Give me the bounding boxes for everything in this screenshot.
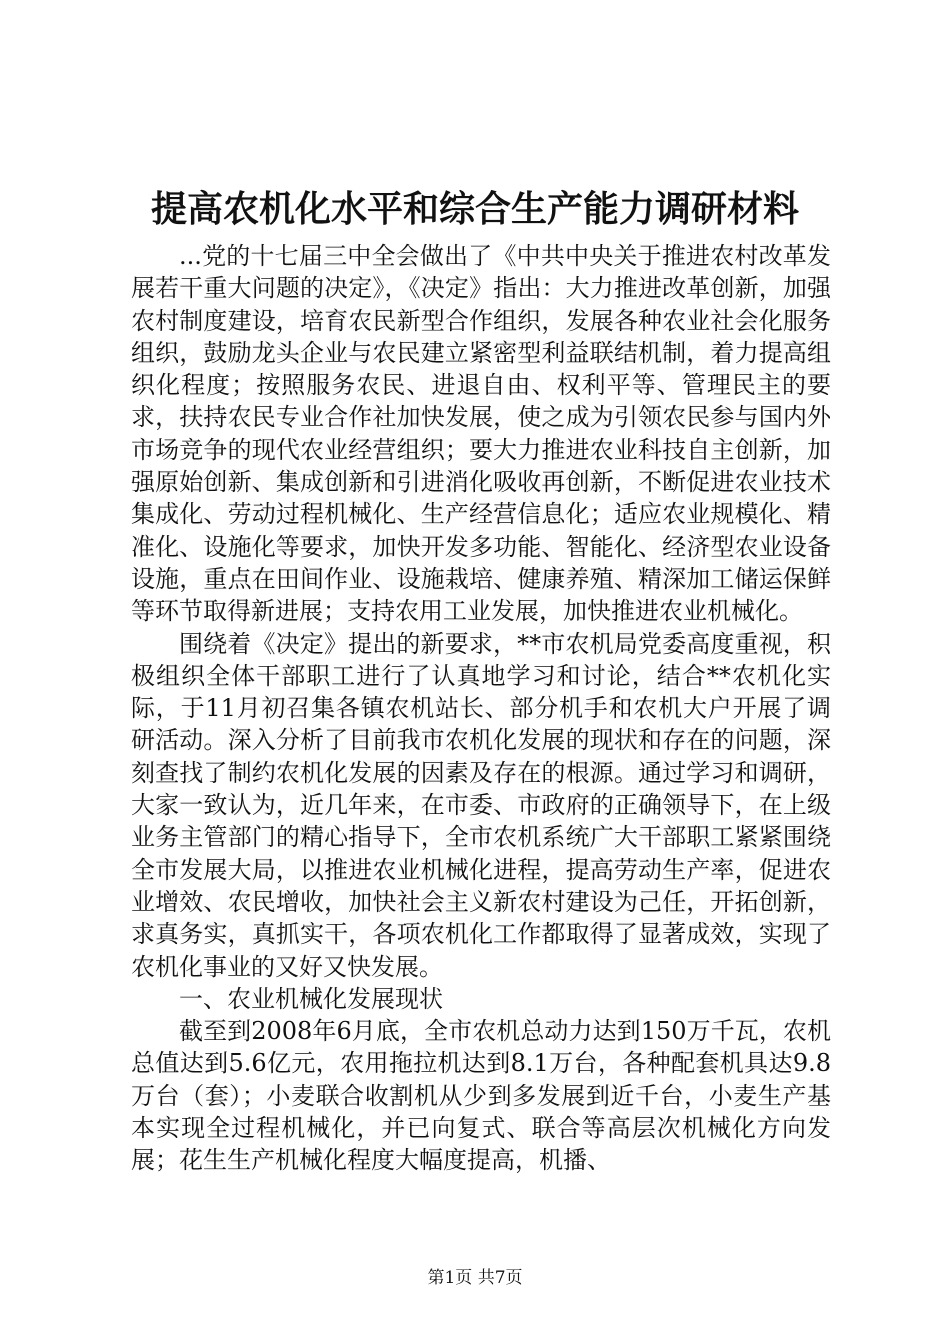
document-body [131,240,831,1177]
paragraph-background: 围绕着《决定》提出的新要求，**市农机局党委高度重视，积极组织全体干部职工进行了认真地学习和讨论，结合**农机化实际，于11月初召集各镇农机站长、部分机手和农机大户开展了调研活动。深入分析了目前我市农机化发展的现状和存在的问题，深刻查找了制约农机化发展的因素及存在的根源。通过学习和调研，大家一致认为，近几年来，在市委、市政府的正确领导下，在上级业务主管部门的精心指导下，全市农机系统广大干部职工紧紧围绕全市发展大局，以推进农业机械化进程，提高劳动生产率，促进农业增效、农民增收，加快社会主义新农村建设为己任，开拓创新，求真务实，真抓实干，各项农机化工作都取得了显著成效，实现了农机化事业的又好又快发展。 [131,629,831,981]
paragraph-status: 截至到2008年6月底，全市农机总动力达到150万千瓦，农机总值达到5.6亿元，农用拖拉机达到8.1万台，各种配套机具达9.8万台（套）；小麦联合收割机从少到多发展到近千台，小麦生产基本实现全过程机械化，并已向复式、联合等高层次机械化方向发展；花生生产机械化程度大幅度提高，机播、 [131,1017,831,1175]
document-title: 提高农机化水平和综合生产能力调研材料 [150,188,799,230]
section-heading: 一、农业机械化发展现状 [179,984,443,1013]
paragraph-intro: ...党的十七届三中全会做出了《中共中央关于推进农村改革发展若干重大问题的决定》，《决定》指出：大力推进改革创新，加强农村制度建设，培育农民新型合作组织，发展各种农业社会化服务组织，鼓励龙头企业与农民建立紧密型利益联结机制，着力提高组织化程度；按照服务农民、进退自由、权利平等、管理民主的要求，扶持农民专业合作社加快发展，使之成为引领农民参与国内外市场竞争的现代农业经营组织；要大力推进农业科技自主创新，加强原始创新、集成创新和引进消化吸收再创新，不断促进农业技术集成化、劳动过程机械化、生产经营信息化；适应农业规模化、精准化、设施化等要求，加快开发多功能、智能化、经济型农业设备设施，重点在田间作业、设施栽培、健康养殖、精深加工储运保鲜等环节取得新进展；支持农用工业发展，加快推进农业机械化。 [131,242,831,626]
page-number-footer: 第1页 共7页 [427,1268,523,1288]
